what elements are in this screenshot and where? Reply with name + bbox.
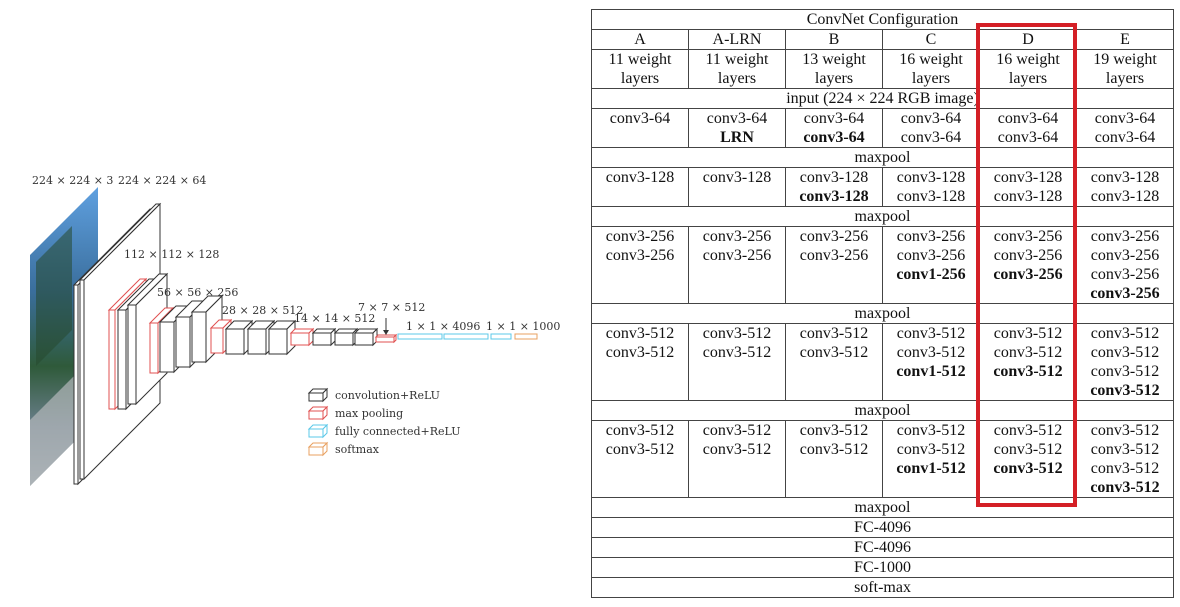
depth-line: layers (1105, 70, 1145, 87)
layer-line: conv3-512 (1090, 422, 1160, 439)
column-depth (592, 50, 689, 89)
layer-cell (689, 421, 786, 498)
layer-cell (883, 109, 980, 148)
layer-cell (689, 168, 786, 207)
depth-line: layers (620, 70, 660, 87)
tail-cell: FC-4096 (592, 538, 1174, 558)
layer-line: conv3-64 (609, 110, 671, 127)
layer-line: conv3-256 (605, 247, 675, 264)
layer-cell (1077, 324, 1174, 401)
dim-label: 1 × 1 × 1000 (486, 320, 561, 333)
layer-line: conv3-512 (1090, 479, 1160, 496)
column-depth (1077, 50, 1174, 89)
softmax-block (515, 334, 537, 339)
layer-line: conv3-512 (993, 325, 1063, 342)
layer-line: conv3-128 (993, 169, 1063, 186)
layer-line: conv3-64 (803, 110, 865, 127)
layer-line: conv3-512 (896, 441, 966, 458)
column-name: C (883, 30, 980, 50)
layer-line: conv3-512 (702, 422, 772, 439)
column-depth (883, 50, 980, 89)
layer-cell (592, 168, 689, 207)
layer-line: conv3-256 (1090, 247, 1160, 264)
layer-line: conv3-256 (896, 247, 966, 264)
maxpool-cell-row (592, 401, 1174, 421)
layer-cell (786, 109, 883, 148)
column-depth (786, 50, 883, 89)
column-name: A (592, 30, 689, 50)
layer-line: conv3-128 (896, 169, 966, 186)
layer-line: conv3-256 (605, 228, 675, 245)
layer-cell (786, 324, 883, 401)
layer-line: conv1-512 (896, 363, 966, 380)
layer-line: conv3-512 (993, 344, 1063, 361)
layer-cell (786, 227, 883, 304)
legend-item (309, 443, 327, 455)
legend (309, 389, 460, 456)
layer-line: conv3-512 (1090, 363, 1160, 380)
layer-cell (1077, 227, 1174, 304)
layer-line: conv3-64 (803, 129, 865, 146)
layer-line: conv3-512 (799, 422, 869, 439)
layer-line: conv3-256 (799, 247, 869, 264)
conv-block-row (592, 421, 1174, 498)
depth-line: layers (911, 70, 951, 87)
conv-block-row (592, 168, 1174, 207)
layer-line: conv3-512 (993, 363, 1063, 380)
layer-cell (980, 109, 1077, 148)
layer-line: conv3-128 (1090, 169, 1160, 186)
layer-cell (883, 227, 980, 304)
layer-line: conv3-64 (1094, 110, 1156, 127)
dim-label: 224 × 224 × 3 (32, 174, 114, 187)
layer-cell (980, 324, 1077, 401)
maxpool-cell: maxpool (592, 401, 1174, 421)
layer-line: conv3-512 (605, 422, 675, 439)
tail-cell: FC-4096 (592, 518, 1174, 538)
layer-cell (1077, 421, 1174, 498)
layer-line: conv3-64 (1094, 129, 1156, 146)
layer-cell (1077, 109, 1174, 148)
layer-line: conv3-256 (896, 228, 966, 245)
layer-line: conv3-512 (799, 344, 869, 361)
layer-cell (980, 421, 1077, 498)
tail-cell-row (592, 498, 1174, 518)
layer-line: conv3-128 (799, 188, 869, 205)
layer-cell (883, 324, 980, 401)
layer-line: conv3-256 (993, 247, 1063, 264)
layer-line: conv3-512 (1090, 441, 1160, 458)
layer-line: conv1-512 (896, 460, 966, 477)
layer-line: conv3-128 (799, 169, 869, 186)
layer-line: conv3-512 (1090, 382, 1160, 399)
layer-line: conv3-256 (1090, 228, 1160, 245)
layer-line: conv3-64 (706, 110, 768, 127)
maxpool-cell-row (592, 148, 1174, 168)
layer-line: conv3-512 (799, 441, 869, 458)
table-title-row (592, 10, 1174, 30)
column-depth (689, 50, 786, 89)
layer-line: conv3-512 (993, 422, 1063, 439)
legend-label: max pooling (335, 407, 404, 420)
depth-line: 11 weight (608, 51, 672, 68)
conv4-block (226, 321, 295, 354)
layer-cell (980, 168, 1077, 207)
depth-line: 16 weight (899, 51, 963, 68)
depth-line: layers (814, 70, 854, 87)
layer-cell (592, 109, 689, 148)
table-title: ConvNet Configuration (592, 10, 1174, 30)
layer-line: conv3-256 (1090, 285, 1160, 302)
layer-line: conv3-512 (605, 344, 675, 361)
depth-line: 13 weight (802, 51, 866, 68)
layer-line: conv3-512 (702, 441, 772, 458)
depth-line: layers (717, 70, 757, 87)
conv-block-row (592, 109, 1174, 148)
layer-cell (592, 227, 689, 304)
layer-line: conv3-512 (896, 344, 966, 361)
layer-cell (689, 109, 786, 148)
layer-line: conv3-128 (702, 169, 772, 186)
layer-cell (689, 227, 786, 304)
dim-label: 224 × 224 × 64 (118, 174, 207, 187)
vgg-architecture-diagram (0, 0, 580, 607)
layer-line: conv3-512 (896, 422, 966, 439)
pool4-block (291, 329, 313, 345)
layer-line: conv3-256 (993, 228, 1063, 245)
dim-label: 112 × 112 × 128 (124, 248, 220, 261)
column-name: A-LRN (689, 30, 786, 50)
layer-line: conv3-512 (605, 441, 675, 458)
legend-label: convolution+ReLU (335, 389, 440, 402)
column-header-row (592, 30, 1174, 50)
layer-line: conv3-512 (1090, 344, 1160, 361)
convnet-config-table (591, 9, 1174, 598)
layer-line: conv3-256 (702, 247, 772, 264)
layer-line: conv3-512 (702, 325, 772, 342)
layer-line: conv3-512 (896, 325, 966, 342)
layer-line: conv3-64 (900, 129, 962, 146)
column-depth (980, 50, 1077, 89)
layer-line: conv3-64 (997, 129, 1059, 146)
conv-block-row (592, 227, 1174, 304)
layer-line: conv3-128 (605, 169, 675, 186)
column-name: B (786, 30, 883, 50)
conv-block-row (592, 324, 1174, 401)
layer-line: conv3-512 (605, 325, 675, 342)
tail-cell: FC-1000 (592, 558, 1174, 578)
layer-line: conv3-64 (997, 110, 1059, 127)
tail-cell-row (592, 558, 1174, 578)
layer-cell (980, 227, 1077, 304)
legend-label: softmax (335, 443, 379, 456)
dim-label: 7 × 7 × 512 (358, 301, 426, 314)
column-name: D (980, 30, 1077, 50)
layer-line: conv3-128 (993, 188, 1063, 205)
layer-line: conv3-512 (993, 441, 1063, 458)
layer-line: conv1-256 (896, 266, 966, 283)
tail-cell-row (592, 578, 1174, 598)
tail-cell-row (592, 538, 1174, 558)
maxpool-cell-row (592, 304, 1174, 324)
layer-cell (883, 168, 980, 207)
column-name: E (1077, 30, 1174, 50)
depth-line: 11 weight (705, 51, 769, 68)
layer-line: conv3-512 (1090, 460, 1160, 477)
layer-line: conv3-128 (896, 188, 966, 205)
dim-label: 14 × 14 × 512 (294, 312, 376, 325)
legend-item (309, 389, 327, 401)
layer-cell (786, 421, 883, 498)
layer-cell (592, 421, 689, 498)
tail-cell-row (592, 518, 1174, 538)
layer-cell (786, 168, 883, 207)
depth-line: 16 weight (996, 51, 1060, 68)
layer-line: conv3-256 (1090, 266, 1160, 283)
maxpool-cell: maxpool (592, 148, 1174, 168)
legend-item (309, 425, 327, 437)
layer-line: LRN (720, 129, 754, 146)
layer-cell (689, 324, 786, 401)
column-depth-row (592, 50, 1174, 89)
layer-line: conv3-512 (1090, 325, 1160, 342)
layer-cell (1077, 168, 1174, 207)
conv5-block (313, 329, 377, 345)
depth-line: layers (1008, 70, 1048, 87)
layer-cell (883, 421, 980, 498)
layer-line: conv3-512 (993, 460, 1063, 477)
layer-cell (592, 324, 689, 401)
depth-line: 19 weight (1093, 51, 1157, 68)
layer-line: conv3-256 (799, 228, 869, 245)
layer-line: conv3-64 (900, 110, 962, 127)
pool5-block (376, 335, 396, 342)
pool5-arrowhead (383, 330, 389, 335)
layer-line: conv3-512 (702, 344, 772, 361)
tail-cell: maxpool (592, 498, 1174, 518)
dim-label: 28 × 28 × 512 (222, 304, 304, 317)
input-row-cell: input (224 × 224 RGB image) (592, 89, 1174, 109)
tail-cell: soft-max (592, 578, 1174, 598)
maxpool-cell: maxpool (592, 304, 1174, 324)
dim-label: 1 × 1 × 4096 (406, 320, 481, 333)
maxpool-cell: maxpool (592, 207, 1174, 227)
layer-line: conv3-256 (993, 266, 1063, 283)
maxpool-cell-row (592, 207, 1174, 227)
input-row-cell-row (592, 89, 1174, 109)
legend-label: fully connected+ReLU (335, 425, 461, 438)
layer-line: conv3-512 (799, 325, 869, 342)
legend-item (309, 407, 327, 419)
layer-line: conv3-128 (1090, 188, 1160, 205)
dim-label: 56 × 56 × 256 (157, 286, 239, 299)
fc-block (398, 334, 511, 339)
layer-line: conv3-256 (702, 228, 772, 245)
